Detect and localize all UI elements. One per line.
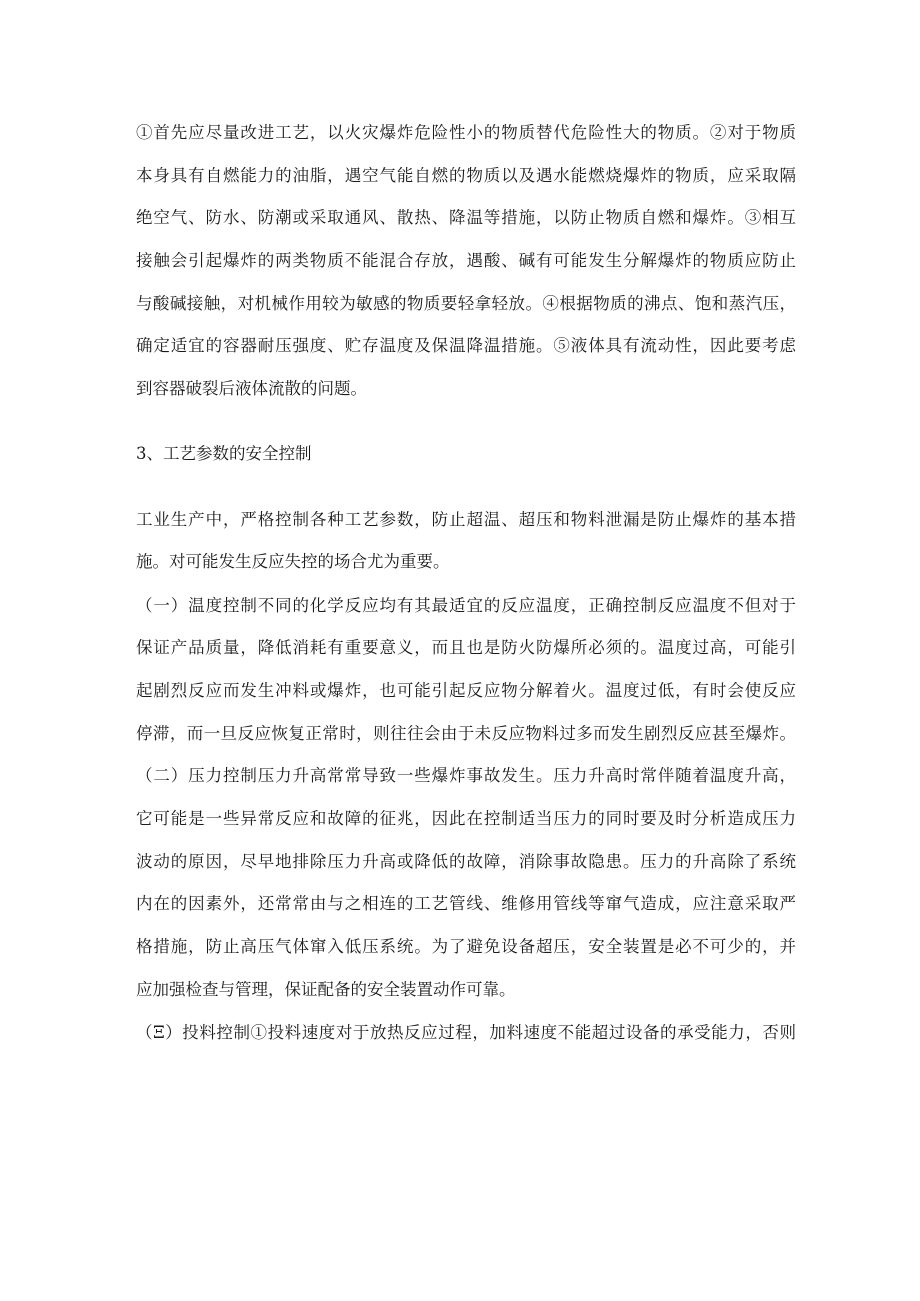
paragraph-line: 接触会引起爆炸的两类物质不能混合存放，遇酸、碱有可能发生分解爆炸的物质应防止 [136, 251, 796, 270]
paragraph-line: （二）压力控制压力升高常常导致一些爆炸事故发生。压力升高时常伴随着温度升高， [136, 766, 796, 785]
paragraph-line: （Ξ）投料控制①投料速度对于放热反应过程，加料速度不能超过设备的承受能力，否则 [136, 1023, 796, 1042]
paragraph-line: 应加强检查与管理，保证配备的安全装置动作可靠。 [136, 980, 516, 999]
section-heading: 3、工艺参数的安全控制 [136, 444, 312, 463]
paragraph-line: （一）温度控制不同的化学反应均有其最适宜的反应温度，正确控制反应温度不但对于 [136, 596, 796, 615]
paragraph-line: 起剧烈反应而发生冲料或爆炸，也可能引起反应物分解着火。温度过低，有时会使反应 [136, 681, 796, 700]
paragraph-line: 工业生产中，严格控制各种工艺参数，防止超温、超压和物料泄漏是防止爆炸的基本措 [136, 510, 796, 529]
paragraph-line: ①首先应尽量改进工艺，以火灾爆炸危险性小的物质替代危险性大的物质。②对于物质 [136, 123, 796, 142]
paragraph-line: 保证产品质量，降低消耗有重要意义，而且也是防火防爆所必须的。温度过高，可能引 [136, 638, 796, 657]
paragraph-line: 本身具有自燃能力的油脂，遇空气能自燃的物质以及遇水能燃烧爆炸的物质，应采取隔 [136, 166, 796, 185]
paragraph-line: 确定适宜的容器耐压强度、贮存温度及保温降温措施。⑤液体具有流动性，因此要考虑 [136, 336, 796, 355]
paragraph-line: 它可能是一些异常反应和故障的征兆，因此在控制适当压力的同时要及时分析造成压力 [136, 809, 796, 828]
paragraph-line: 与酸碱接触，对机械作用较为敏感的物质要轻拿轻放。④根据物质的沸点、饱和蒸汽压， [136, 294, 796, 313]
paragraph-line: 到容器破裂后液体流散的问题。 [136, 379, 367, 398]
paragraph-line: 施。对可能发生反应失控的场合尤为重要。 [136, 552, 450, 571]
paragraph-line: 波动的原因，尽早地排除压力升高或降低的故障，消除事故隐患。压力的升高除了系统 [136, 852, 796, 871]
paragraph-line: 内在的因素外，还常常由与之相连的工艺管线、维修用管线等窜气造成，应注意采取严 [136, 894, 796, 913]
paragraph-line: 停滞，而一旦反应恢复正常时，则往往会由于未反应物料过多而发生剧烈反应甚至爆炸。 [136, 724, 796, 743]
paragraph-line: 格措施，防止高压气体窜入低压系统。为了避免设备超压，安全装置是必不可少的，并 [136, 937, 796, 956]
paragraph-line: 绝空气、防水、防潮或采取通风、散热、降温等措施，以防止物质自燃和爆炸。③相互 [136, 208, 796, 227]
